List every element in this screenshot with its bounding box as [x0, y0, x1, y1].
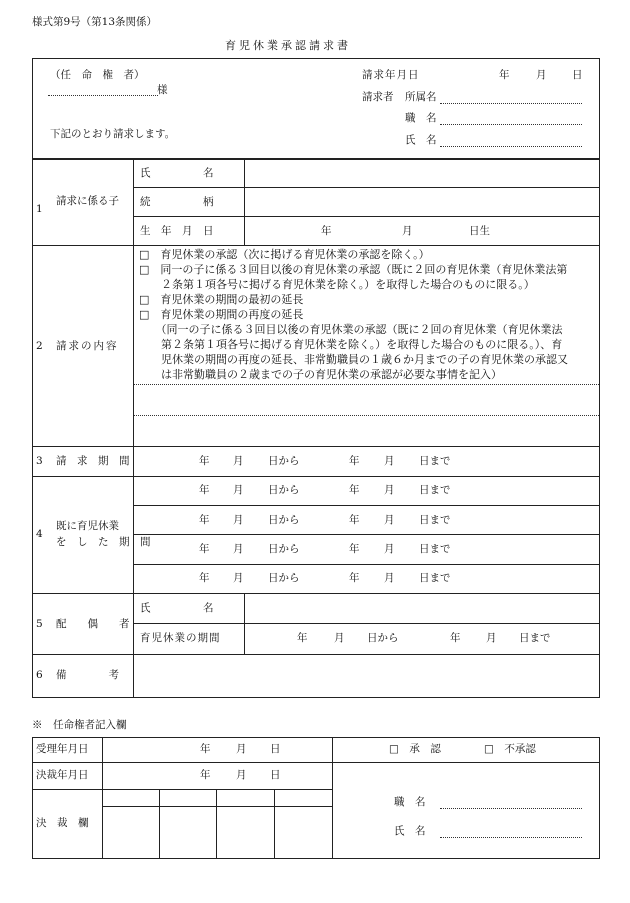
section-4-number: 4	[36, 528, 43, 540]
section-6-label: 備 考	[56, 669, 119, 681]
name-field[interactable]	[440, 146, 582, 147]
spouse-leave-label: 育児休業の期間	[140, 632, 221, 644]
approval-stamp-cell[interactable]	[218, 808, 273, 858]
child-relation-label: 続 柄	[140, 196, 214, 208]
approver-position-label: 職 名	[394, 796, 426, 808]
spouse-name-field[interactable]	[246, 595, 598, 622]
received-date-label: 受理年月日	[36, 743, 89, 755]
form-number: 様式第9号（第13条関係）	[32, 16, 158, 28]
spouse-name-label: 氏 名	[140, 602, 214, 614]
child-birth-day-unit: 日生	[469, 225, 490, 237]
request-statement: 下記のとおり請求します。	[50, 128, 176, 140]
approve-checkbox[interactable]: □ 承 認	[389, 743, 441, 755]
approver-name-field[interactable]	[440, 837, 582, 838]
page-title: 育児休業承認請求書	[225, 39, 351, 52]
request-date-label: 請求年月日	[362, 69, 420, 81]
previous-period-row[interactable]: 年 月 日から 年 月 日まで	[199, 543, 451, 555]
reason-instruction-4: は非常勤職員の２歳までの子の育児休業の承認が必要な事情を記入）	[139, 368, 502, 381]
section-1-number: 1	[36, 203, 43, 215]
request-year-unit: 年	[499, 69, 510, 81]
requester-label: 請求者	[362, 91, 394, 103]
option-third-leave-note: ２条第１項各号に掲げる育児休業を除く。）を取得した場合のものに限る。）	[139, 278, 535, 291]
official-section-title: ※ 任命権者記入欄	[32, 719, 127, 731]
reason-instruction-1: （同一の子に係る３回目以後の育児休業の承認（既に２回の育児休業（育児休業法	[139, 323, 563, 336]
section-1-label: 請求に係る子	[56, 195, 119, 207]
decision-date-field[interactable]: 年 月 日	[200, 769, 281, 781]
request-month-unit: 月	[536, 69, 547, 81]
child-birth-label: 生 年 月 日	[140, 225, 214, 237]
section-5-label: 配 偶 者	[56, 618, 130, 630]
name-label: 氏 名	[405, 134, 437, 146]
position-field[interactable]	[440, 124, 582, 125]
child-birth-month-unit: 月	[402, 225, 413, 237]
section-5-number: 5	[36, 618, 43, 630]
request-period-row[interactable]: 年 月 日から 年 月 日まで	[199, 455, 451, 467]
section-4-label-2: を し た 期 間	[56, 536, 151, 548]
child-relation-field[interactable]	[246, 189, 598, 214]
option-third-leave-approval[interactable]: □ 同一の子に係る３回目以後の育児休業の承認（既に２回の育児休業（育児休業法第	[139, 263, 568, 276]
reason-instruction-2: 第２条第１項各号に掲げる育児休業を除く。）を取得した場合のものに限る。）、育	[139, 338, 563, 351]
approver-name-label: 氏 名	[394, 825, 426, 837]
reason-instruction-3: 児休業の期間の再度の延長、非常勤職員の１歳６か月までの子の育児休業の承認又	[139, 353, 568, 366]
appointer-field[interactable]	[48, 95, 158, 96]
position-label: 職 名	[405, 112, 437, 124]
dept-field[interactable]	[440, 103, 582, 104]
honorific: 様	[157, 84, 168, 96]
dept-label: 所属名	[405, 91, 437, 103]
child-name-field[interactable]	[246, 161, 598, 185]
child-birth-year-unit: 年	[321, 225, 332, 237]
approver-position-field[interactable]	[440, 808, 582, 809]
approval-stamp-cell[interactable]	[161, 808, 215, 858]
previous-period-row[interactable]: 年 月 日から 年 月 日まで	[199, 514, 451, 526]
option-first-extension[interactable]: □ 育児休業の期間の最初の延長	[139, 293, 304, 306]
disapprove-checkbox[interactable]: □ 不承認	[484, 743, 536, 755]
approval-stamp-cell[interactable]	[276, 808, 331, 858]
previous-period-row[interactable]: 年 月 日から 年 月 日まで	[199, 572, 451, 584]
received-date-field[interactable]: 年 月 日	[200, 743, 281, 755]
approval-column-label: 決 裁 欄	[36, 817, 89, 829]
option-standard-approval[interactable]: □ 育児休業の承認（次に掲げる育児休業の承認を除く。）	[139, 248, 430, 261]
decision-date-label: 決裁年月日	[36, 769, 89, 781]
child-name-label: 氏 名	[140, 167, 214, 179]
section-6-number: 6	[36, 669, 43, 681]
section-4-label-1: 既に育児休業	[56, 520, 119, 532]
reason-field-line-2[interactable]	[135, 417, 599, 445]
appointer-label: （任 命 権 者）	[50, 69, 145, 81]
spouse-leave-period-row[interactable]: 年 月 日から 年 月 日まで	[297, 632, 551, 644]
reason-field-line-1[interactable]	[135, 386, 599, 414]
section-3-number: 3	[36, 455, 43, 467]
approval-stamp-cell[interactable]	[104, 808, 158, 858]
section-2-number: 2	[36, 340, 43, 352]
option-second-extension[interactable]: □ 育児休業の期間の再度の延長	[139, 308, 304, 321]
previous-period-row[interactable]: 年 月 日から 年 月 日まで	[199, 484, 451, 496]
section-3-label: 請 求 期 間	[56, 455, 130, 467]
section-2-label: 請求の内容	[56, 340, 119, 352]
remarks-field[interactable]	[135, 656, 599, 697]
request-day-unit: 日	[572, 69, 583, 81]
